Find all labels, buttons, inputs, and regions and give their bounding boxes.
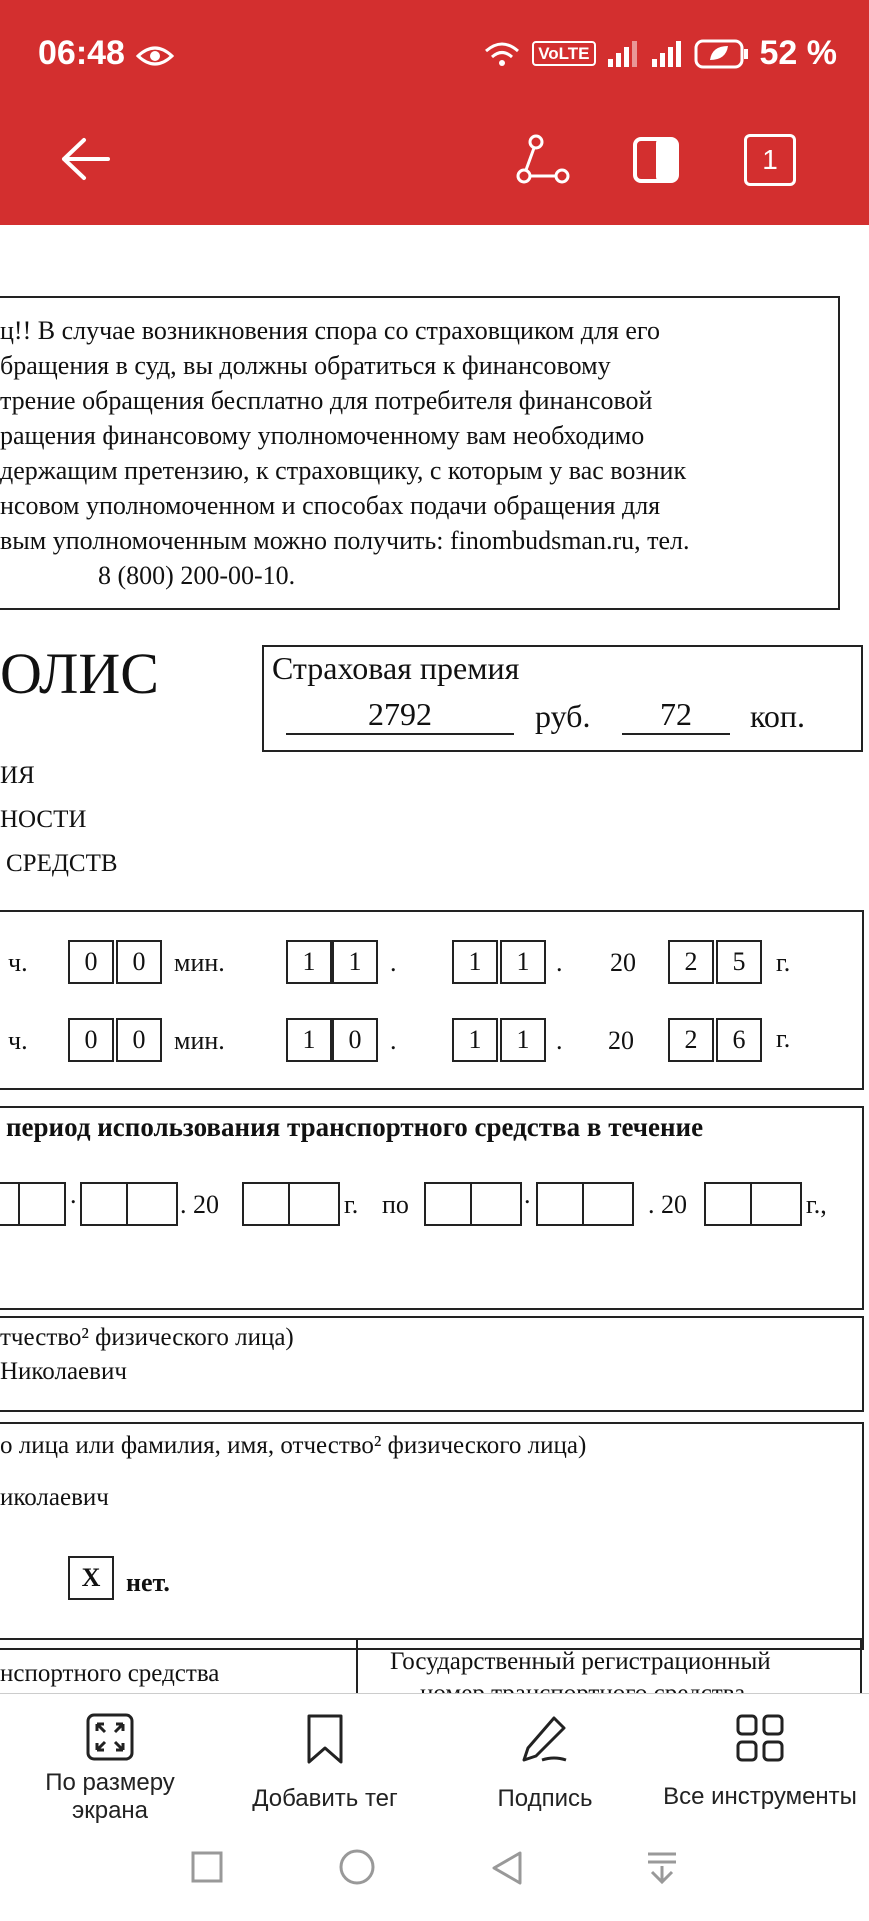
usage-cell: [750, 1182, 802, 1226]
usage-po-label: по: [382, 1190, 409, 1219]
policy-title: ОЛИС: [0, 641, 159, 706]
vehicle-right-header: Государственный регистрационный: [390, 1648, 771, 1675]
usage-cell: [582, 1182, 634, 1226]
year-cell: 2: [668, 1018, 714, 1062]
add-tag-button[interactable]: [240, 1694, 410, 1813]
notice-line: вым уполномоченным можно получить: finombudsman.ru, тел.: [0, 526, 690, 555]
notification-pull-icon[interactable]: [644, 1850, 680, 1886]
notice-line: ц!! В случае возникновения спора со страховщиком для его: [0, 316, 660, 345]
hour-label: ч.: [8, 948, 28, 977]
premium-kopecks: 72: [622, 696, 730, 735]
day-cell: 1: [286, 940, 332, 984]
premium-rubles: 2792: [286, 696, 514, 735]
back-arrow-icon[interactable]: [60, 136, 110, 182]
app-header: [0, 0, 869, 225]
minute-cell: 0: [116, 1018, 162, 1062]
tool-label: Добавить тег: [252, 1785, 398, 1812]
usage-cell: [536, 1182, 584, 1226]
signature-icon: [518, 1712, 572, 1766]
owner-name: иколаевич: [0, 1484, 109, 1511]
usage-cell: [470, 1182, 522, 1226]
battery-percent: 52 %: [759, 34, 837, 72]
dot-separator: .: [524, 1180, 531, 1209]
wifi-icon: [482, 39, 522, 69]
back-nav-icon[interactable]: [490, 1850, 524, 1886]
month-cell: 1: [500, 1018, 546, 1062]
page-count-button[interactable]: [744, 134, 796, 186]
minute-label: мин.: [174, 1026, 225, 1055]
notice-phone: 8 (800) 200-00-10.: [98, 561, 296, 590]
month-cell: 1: [500, 940, 546, 984]
usage-century-2: . 20: [648, 1190, 687, 1219]
owner-no-label: нет.: [126, 1568, 170, 1597]
signal-icon-2: [650, 39, 684, 69]
minute-label: мин.: [174, 948, 225, 977]
all-tools-button[interactable]: [652, 1694, 868, 1811]
minute-cell: 0: [68, 1018, 114, 1062]
recent-apps-icon[interactable]: [190, 1850, 224, 1884]
year-cell: 5: [716, 940, 762, 984]
dot-separator: .: [390, 1026, 397, 1055]
usage-heading: период использования транспортного средства в течение: [6, 1112, 704, 1142]
year-label: г.: [776, 948, 791, 977]
month-cell: 1: [452, 1018, 498, 1062]
minute-cell: 0: [68, 940, 114, 984]
year-label: г.: [776, 1024, 791, 1053]
usage-year-label-1: г.: [344, 1190, 359, 1219]
home-icon[interactable]: [338, 1848, 376, 1886]
notice-line: трение обращения бесплатно для потребителя финансовой: [0, 386, 653, 415]
kop-label: коп.: [750, 698, 806, 734]
notice-line: нсовом уполномоченном и способах подачи обращения для: [0, 491, 661, 520]
policy-subtitle: НОСТИ: [0, 806, 87, 833]
volte-badge: VoLTE: [532, 41, 595, 66]
bottom-toolbar: [0, 1693, 869, 1921]
status-time: 06:48: [38, 34, 125, 72]
usage-cell: [424, 1182, 472, 1226]
usage-cell: [288, 1182, 340, 1226]
usage-cell: [0, 1182, 20, 1226]
bookmark-icon: [303, 1712, 347, 1766]
premium-label: Страховая премия: [272, 650, 520, 686]
century-label: 20: [608, 1026, 634, 1055]
signal-icon: [606, 39, 640, 69]
page-number: 1: [762, 144, 778, 175]
tool-label: По размеру: [45, 1769, 175, 1796]
usage-cell: [704, 1182, 752, 1226]
tool-label-2: экрана: [71, 1797, 149, 1824]
notice-line: бращения в суд, вы должны обратиться к финансовому: [0, 351, 611, 380]
share-path-icon[interactable]: [516, 134, 572, 184]
notice-line: ращения финансовому уполномоченному вам необходимо: [0, 421, 645, 450]
usage-year-label-2: г.,: [806, 1190, 827, 1219]
fit-screen-button[interactable]: [30, 1694, 190, 1825]
tool-label: Все инструменты: [663, 1783, 857, 1810]
usage-cell: [80, 1182, 128, 1226]
month-cell: 1: [452, 940, 498, 984]
owner-label: о лица или фамилия, имя, отчество² физического лица): [0, 1432, 587, 1459]
day-cell: 0: [332, 1018, 378, 1062]
tool-label: Подпись: [497, 1785, 593, 1812]
insurer-name: Николаевич: [0, 1358, 127, 1385]
table-divider: [356, 1638, 358, 1698]
signature-button[interactable]: [470, 1694, 620, 1813]
usage-century-1: . 20: [180, 1190, 219, 1219]
policy-subtitle: СРЕДСТВ: [6, 850, 118, 877]
day-cell: 1: [286, 1018, 332, 1062]
dot-separator: .: [390, 948, 397, 977]
rub-label: руб.: [535, 698, 591, 734]
minute-cell: 0: [116, 940, 162, 984]
usage-cell: [18, 1182, 66, 1226]
year-cell: 6: [716, 1018, 762, 1062]
grid-icon: [734, 1712, 786, 1764]
fit-screen-icon: [85, 1712, 135, 1762]
dot-separator: .: [556, 1026, 563, 1055]
policy-subtitle: ИЯ: [0, 762, 35, 789]
period-box: [0, 910, 864, 1090]
battery-icon: [694, 38, 750, 70]
usage-cell: [126, 1182, 178, 1226]
usage-cell: [242, 1182, 290, 1226]
century-label: 20: [610, 948, 636, 977]
year-cell: 2: [668, 940, 714, 984]
hour-label: ч.: [8, 1026, 28, 1055]
dot-separator: .: [70, 1180, 77, 1209]
day-cell: 1: [332, 940, 378, 984]
owner-checkbox: X: [68, 1556, 114, 1600]
vehicle-left-header: нспортного средства: [0, 1660, 220, 1687]
reading-mode-icon[interactable]: [632, 136, 680, 184]
eye-icon: [136, 44, 174, 68]
status-icons: [482, 34, 837, 73]
dot-separator: .: [556, 948, 563, 977]
insurer-label: тчество² физического лица): [0, 1324, 294, 1351]
notice-line: держащим претензию, к страховщику, с которым у вас возник: [0, 456, 687, 485]
